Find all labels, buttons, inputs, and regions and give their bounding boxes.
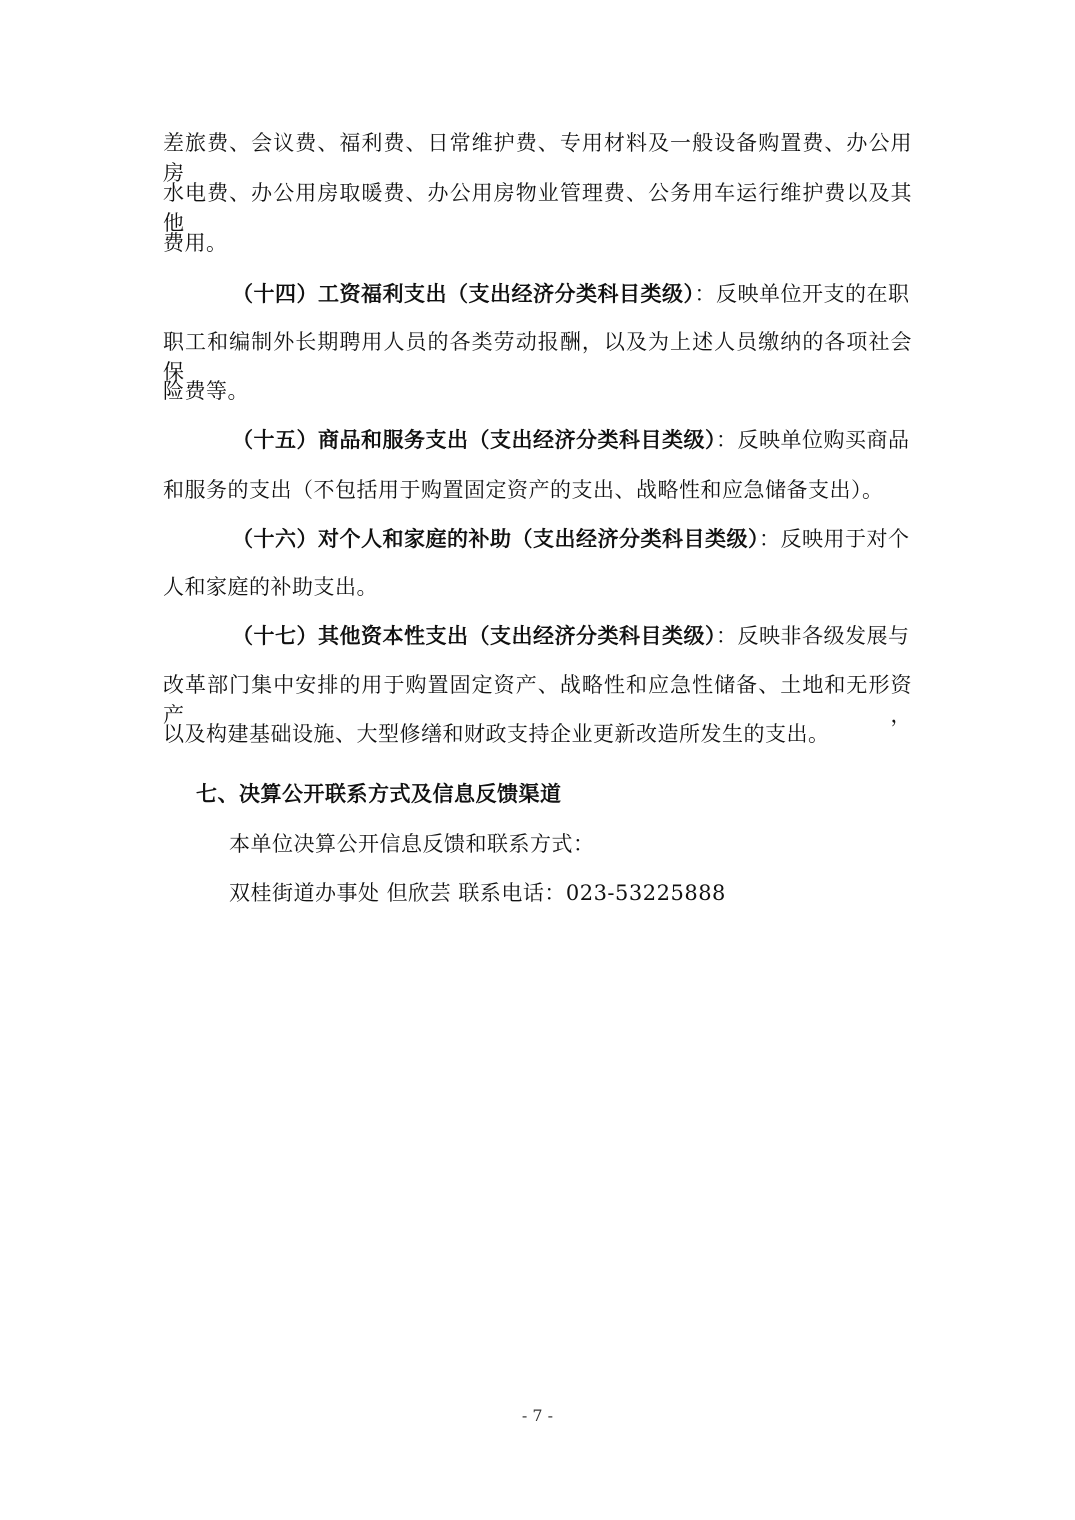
paragraph-line: 险费等。 [163, 379, 249, 403]
page-number: - 7 - [521, 1406, 554, 1425]
paragraph-first-line [232, 621, 910, 651]
paragraph-line: 水电费、办公用房取暖费、办公用房物业管理费、公务用车运行维护费以及其他 [163, 181, 912, 235]
paragraph-line: 费用。 [163, 231, 228, 255]
item-text: ：反映用于对个 [759, 527, 910, 551]
item-heading: （十六）对个人和家庭的补助（支出经济分类科目类级） [232, 526, 759, 551]
item-text: ：反映单位购买商品 [716, 428, 910, 452]
item-text: ：反映非各级发展与 [716, 624, 910, 648]
item-heading: （十五）商品和服务支出（支出经济分类科目类级） [232, 427, 716, 452]
paragraph-line: 职工和编制外长期聘用人员的各类劳动报酬，以及为上述人员缴纳的各项社会保 [163, 330, 912, 384]
item-text: ：反映单位开支的在职 [694, 282, 910, 306]
paragraph-first-line [232, 524, 910, 554]
contact-intro: 本单位决算公开信息反馈和联系方式： [229, 832, 595, 856]
paragraph-line: 差旅费、会议费、福利费、日常维护费、专用材料及一般设备购置费、办公用房 [163, 131, 912, 185]
paragraph-line: 和服务的支出（不包括用于购置固定资产的支出、战略性和应急储备支出）。 [163, 478, 884, 502]
paragraph-first-line [232, 425, 910, 455]
section-heading: 七、决算公开联系方式及信息反馈渠道 [196, 781, 562, 806]
item-heading: （十七）其他资本性支出（支出经济分类科目类级） [232, 623, 716, 648]
paragraph-line: 以及构建基础设施、大型修缮和财政支持企业更新改造所发生的支出。 [163, 722, 830, 746]
paragraph-line: 人和家庭的补助支出。 [163, 575, 378, 599]
contact-info: 双桂街道办事处 但欣芸 联系电话：023-53225888 [229, 881, 726, 905]
paragraph-line: 改革部门集中安排的用于购置固定资产、战略性和应急性储备、土地和无形资产， [163, 673, 912, 727]
item-heading: （十四）工资福利支出（支出经济分类科目类级） [232, 281, 695, 306]
paragraph-first-line [232, 279, 910, 309]
